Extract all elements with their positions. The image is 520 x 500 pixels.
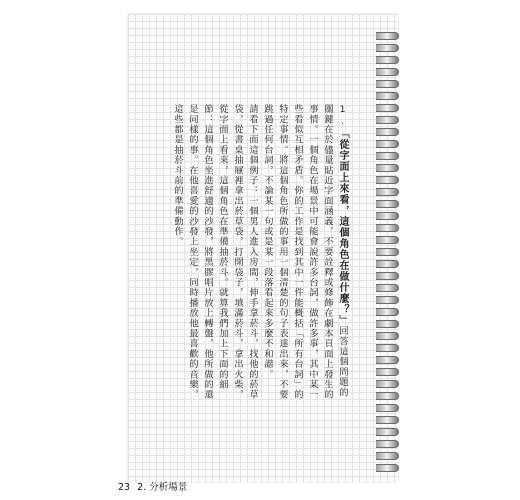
spiral-coil: [376, 428, 399, 436]
spiral-coil: [376, 224, 399, 232]
heading-question: 「從字面上來看，這個角色在做什麼？」: [337, 128, 348, 326]
spiral-coil: [376, 32, 399, 40]
section-title: 2. 分析場景: [137, 482, 188, 493]
spiral-coil: [376, 356, 399, 364]
spiral-coil: [376, 392, 399, 400]
spiral-coil: [376, 452, 399, 460]
spiral-coil: [376, 56, 399, 64]
spiral-coil: [376, 104, 399, 112]
spiral-coil: [376, 416, 399, 424]
spiral-coil: [376, 332, 399, 340]
spiral-coil: [376, 176, 399, 184]
spiral-coil: [376, 44, 399, 52]
spiral-coil: [376, 200, 399, 208]
spiral-coil: [376, 152, 399, 160]
spiral-coil: [376, 188, 399, 196]
spiral-coil: [376, 344, 399, 352]
spiral-coil: [376, 128, 399, 136]
spiral-coil: [376, 308, 399, 316]
spiral-coil: [376, 464, 399, 472]
paragraph-1: [260, 104, 350, 404]
paragraph-1-text: 回答這個問題的關鍵在於儘量貼近字面涵義，不要詮釋或修飾在劇本頁面上發生的事情。一個角色在場景中可能會說許多台詞，做許多事，其中某一些看似互相矛盾。你的工作是找到其中一件能概括「所有台詞」的特定事情。將這個角色所做的事用一個清楚的句子表達出來，不要跳過任何台詞，不論某一句或是某一段落看起來多麼不和諧。: [262, 104, 348, 400]
spiral-coil: [376, 440, 399, 448]
spiral-coil: [376, 380, 399, 388]
spiral-coil: [376, 260, 399, 268]
spiral-coil: [376, 248, 399, 256]
body-text: [161, 104, 350, 404]
spiral-coil: [376, 140, 399, 148]
paragraph-2: 請看下面這個例子：一個男人進入房間，伸手拿菸斗，找他的菸草袋，從書桌抽屜裡拿出菸草袋，打開袋子，填滿菸斗，拿出火柴，從字面上看來，這個角色在準備抽菸斗。就算我們加上下面的細節：這個角色坐進舒適的沙發，將黑膠唱片放上轉盤，他所做的還是同樣的事。在他喜愛的沙發上坐定，同時播放他最喜歡的音樂，這些都是抽菸斗前的準備動作。: [172, 104, 258, 400]
spiral-coil: [376, 404, 399, 412]
spiral-coil: [376, 284, 399, 292]
spiral-coil: [376, 320, 399, 328]
spiral-coil: [376, 80, 399, 88]
page-number: 23: [118, 482, 131, 493]
spiral-coil: [376, 368, 399, 376]
item-number: 1.: [337, 104, 348, 128]
spiral-coil: [376, 164, 399, 172]
spiral-coil: [376, 116, 399, 124]
spiral-coil: [376, 236, 399, 244]
spiral-coil: [376, 296, 399, 304]
spiral-coil: [376, 272, 399, 280]
spiral-coil: [376, 212, 399, 220]
page-footer: [118, 479, 187, 493]
spiral-coil: [376, 68, 399, 76]
spiral-binding: [376, 32, 398, 472]
notebook-page: [128, 14, 398, 482]
spiral-coil: [376, 92, 399, 100]
